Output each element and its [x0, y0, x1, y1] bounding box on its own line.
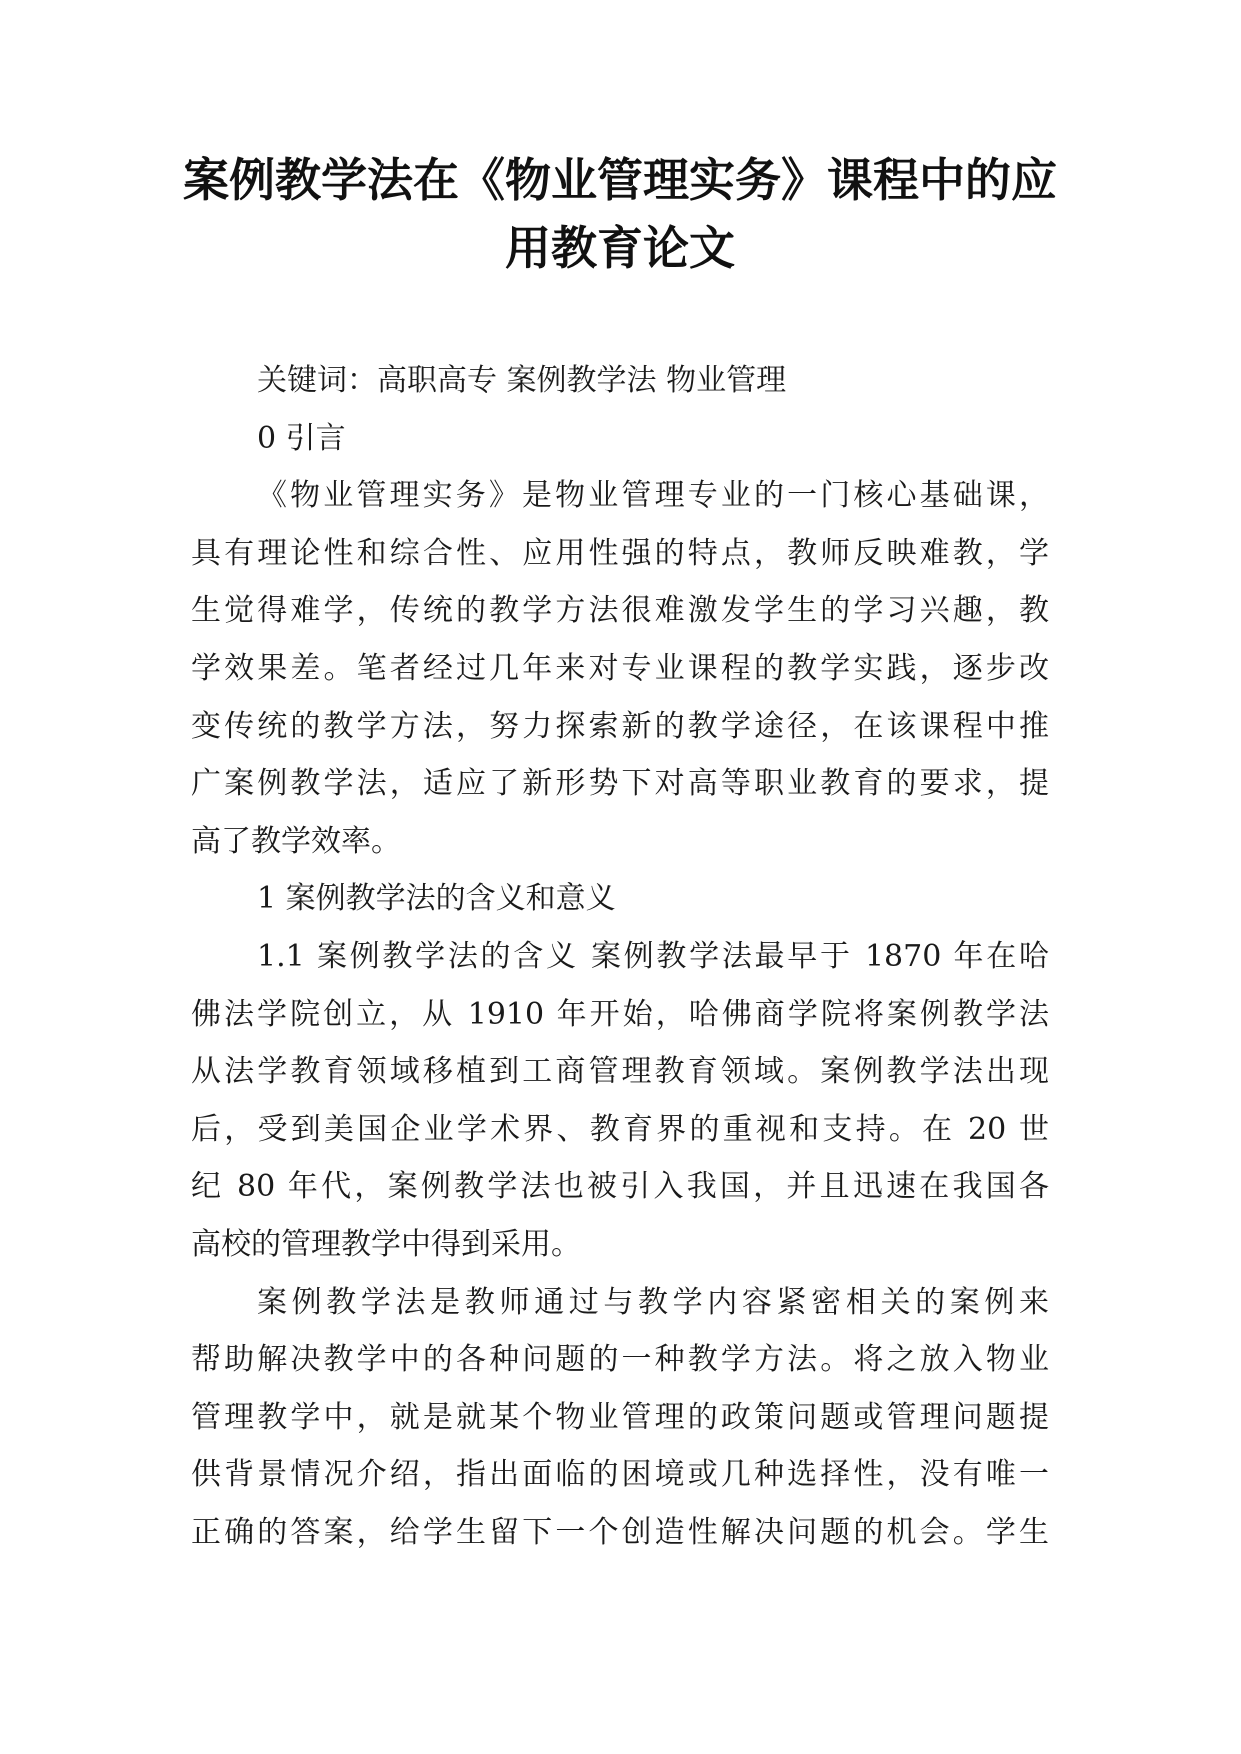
paragraph-3-line-2: 帮助解决教学中的各种问题的一种教学方法。将之放入物业 [191, 1342, 1049, 1378]
paragraph-1-line-2: 具有理论性和综合性、应用性强的特点，教师反映难教，学 [191, 535, 1049, 571]
document-body [191, 352, 1049, 1561]
paragraph-3-line-3: 管理教学中，就是就某个物业管理的政策问题或管理问题提 [191, 1399, 1049, 1435]
paragraph-1-line-5: 变传统的教学方法，努力探索新的教学途径，在该课程中推 [191, 708, 1049, 744]
intro-heading: 0 引言 [257, 420, 346, 456]
paragraph-1-line-7: 高了教学效率。 [191, 823, 401, 859]
paragraph-1-line-4: 学效果差。笔者经过几年来对专业课程的教学实践，逐步改 [191, 650, 1049, 686]
document-title [150, 146, 1090, 282]
paragraph-2-line-3: 从法学教育领域移植到工商管理教育领域。案例教学法出现 [191, 1054, 1049, 1090]
paragraph-2-line-2: 佛法学院创立，从 1910 年开始，哈佛商学院将案例教学法 [191, 996, 1049, 1032]
keywords-line: 关键词：高职高专 案例教学法 物业管理 [257, 363, 787, 398]
paragraph-3-line-5: 正确的答案，给学生留下一个创造性解决问题的机会。学生 [191, 1514, 1049, 1550]
paragraph-2-line-4: 后，受到美国企业学术界、教育界的重视和支持。在 20 世 [191, 1111, 1049, 1147]
section-1-heading: 1 案例教学法的含义和意义 [257, 881, 616, 917]
paragraph-3-line-1: 案例教学法是教师通过与教学内容紧密相关的案例来 [257, 1284, 1049, 1320]
title-line-1: 案例教学法在《物业管理实务》课程中的应 [183, 153, 1057, 207]
paragraph-2-line-6: 高校的管理教学中得到采用。 [191, 1226, 581, 1262]
paragraph-1-line-1: 《物业管理实务》是物业管理专业的一门核心基础课， [257, 478, 1049, 514]
paragraph-2-line-5: 纪 80 年代，案例教学法也被引入我国，并且迅速在我国各 [191, 1169, 1049, 1205]
paragraph-1-line-3: 生觉得难学，传统的教学方法很难激发学生的学习兴趣，教 [191, 593, 1049, 629]
paragraph-2-line-1: 1.1 案例教学法的含义 案例教学法最早于 1870 年在哈 [257, 938, 1049, 974]
title-line-2: 用教育论文 [505, 221, 735, 275]
paragraph-1-line-6: 广案例教学法，适应了新形势下对高等职业教育的要求，提 [191, 766, 1049, 802]
paragraph-3-line-4: 供背景情况介绍，指出面临的困境或几种选择性，没有唯一 [191, 1457, 1049, 1493]
